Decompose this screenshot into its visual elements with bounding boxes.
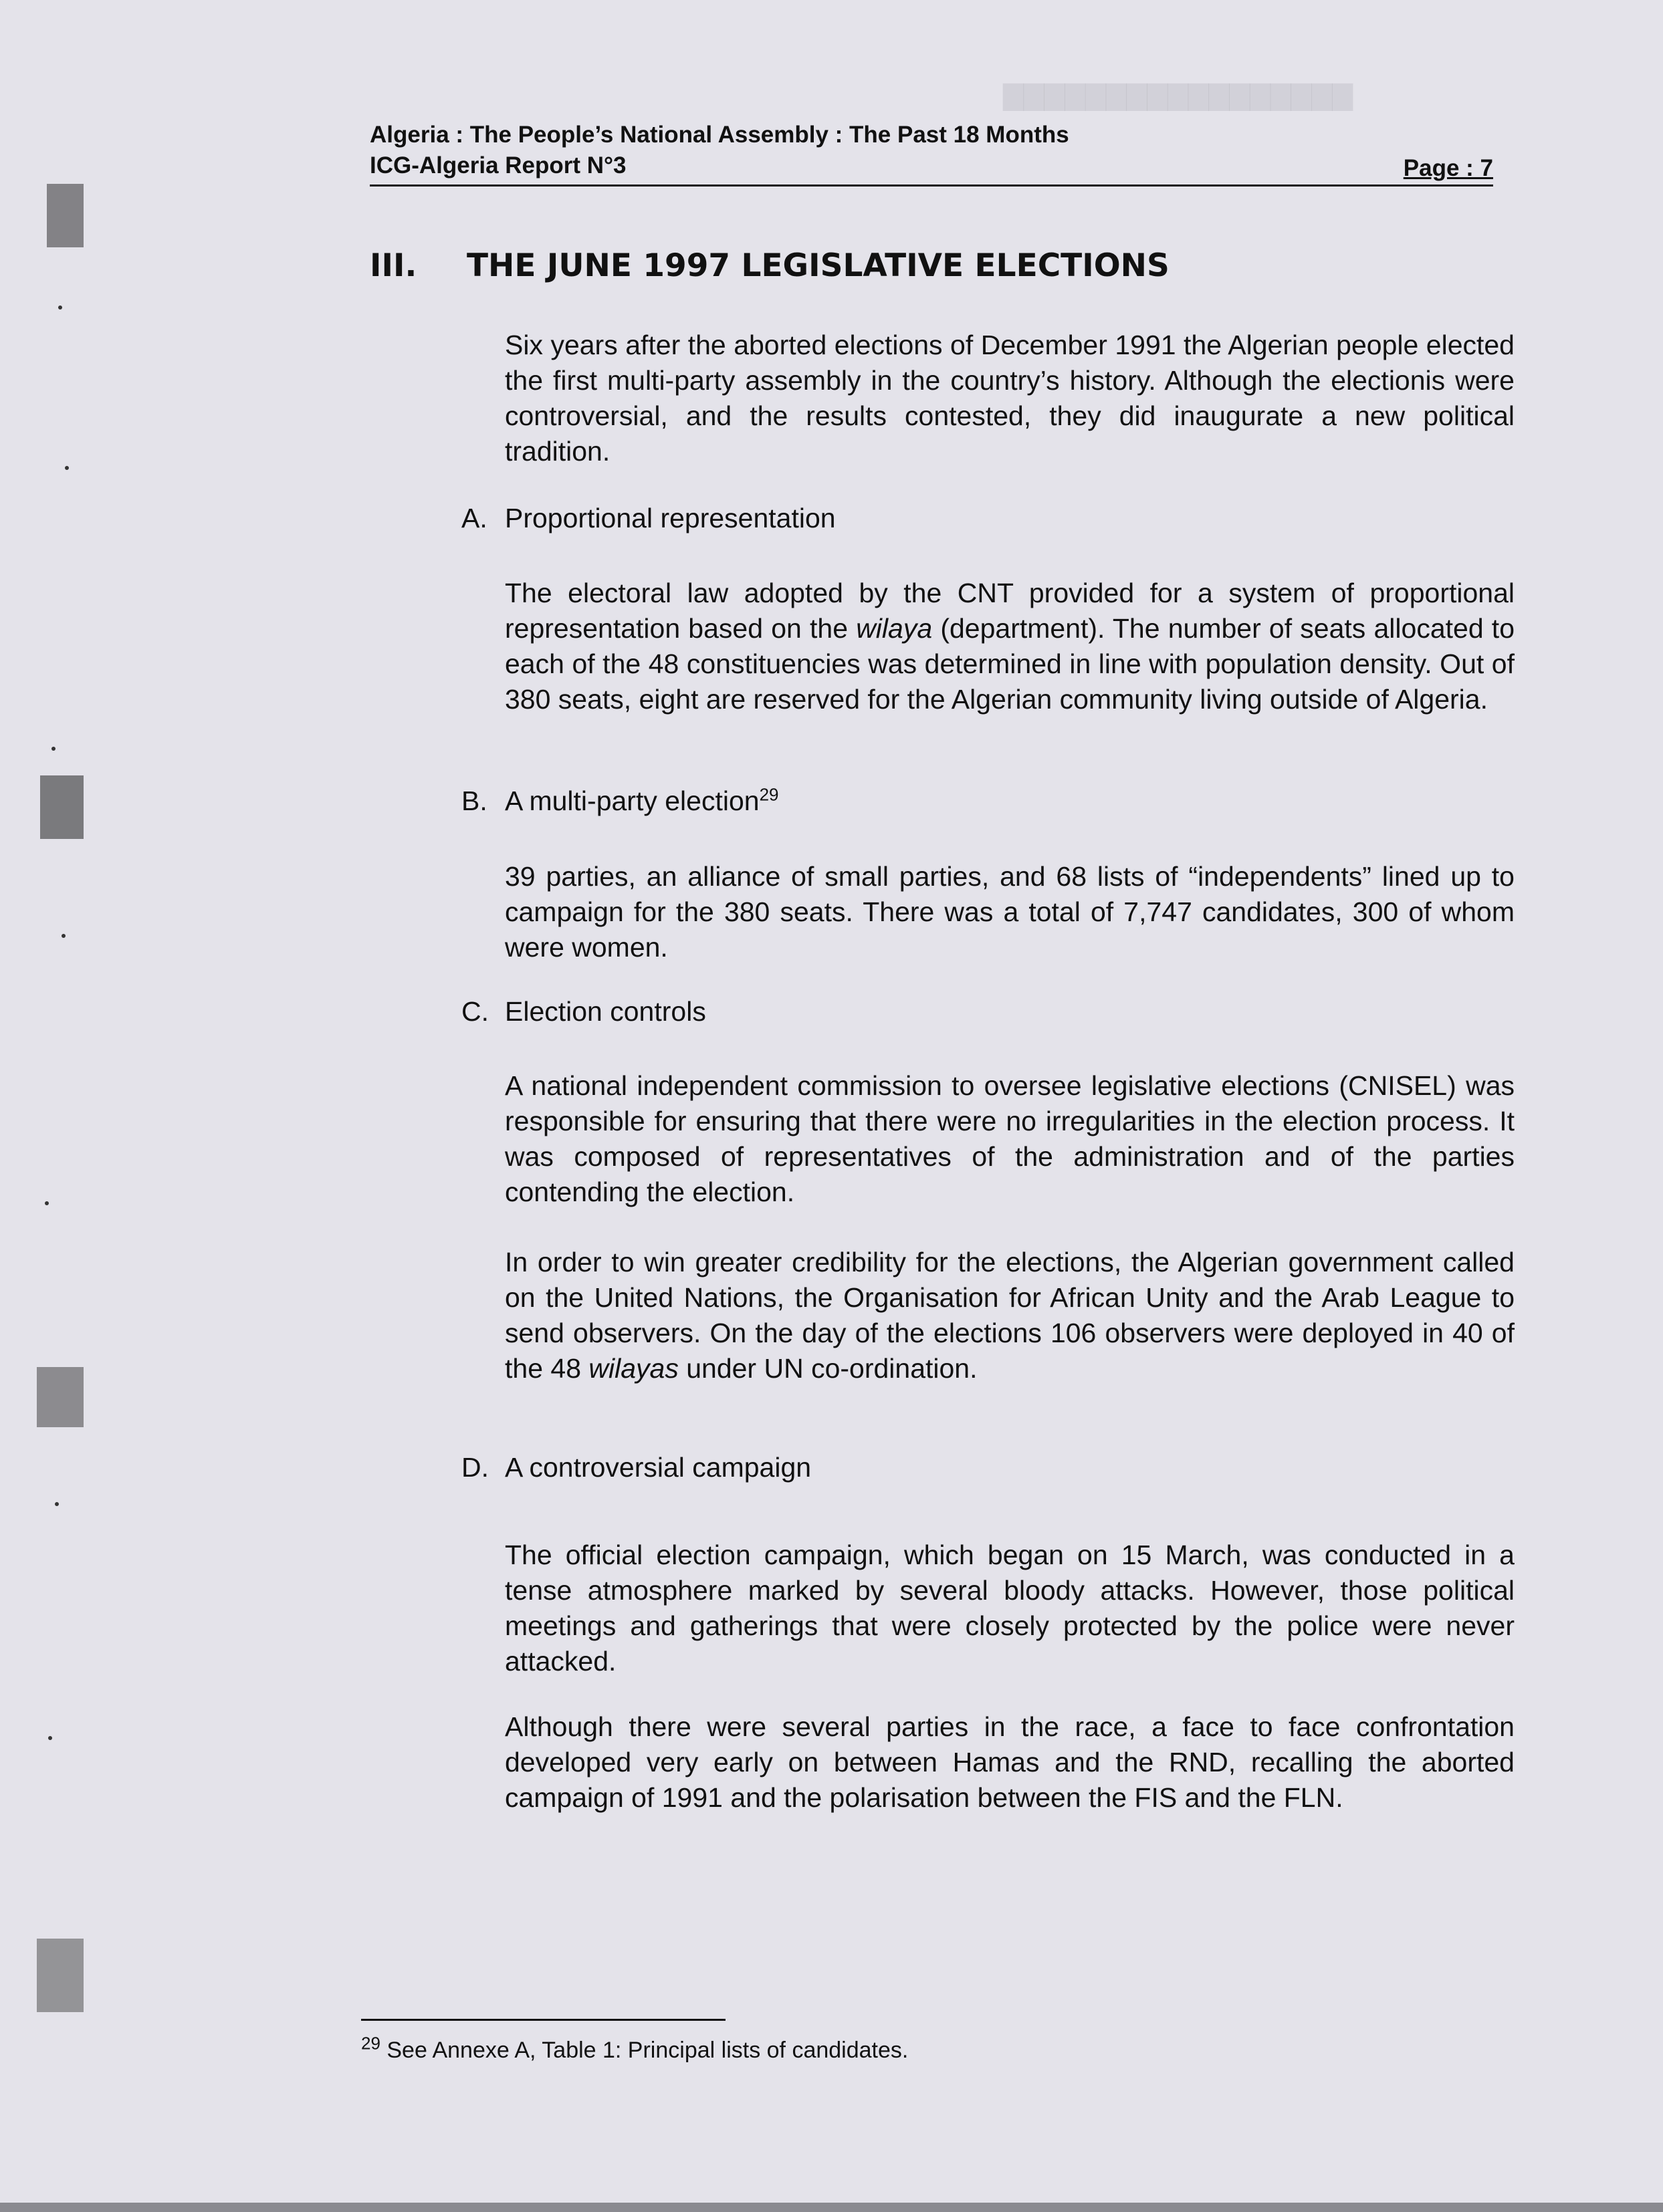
subsection-c-letter: C.	[461, 996, 489, 1027]
subsection-b-title: A multi-party election	[505, 785, 760, 816]
scan-noise	[0, 0, 114, 2212]
text-run: under UN co-ordination.	[678, 1353, 978, 1384]
page-number: Page : 7	[1403, 155, 1493, 181]
subsection-d-letter: D.	[461, 1452, 489, 1483]
text-run: In order to win greater credibility for the elections, the Algerian government called on the United Nations, the Organisation for African Unity and the Arab League to send observers. On the day of the elections 106 observers were deployed in 40 of the 48	[505, 1247, 1515, 1384]
emphasis-wilaya: wilaya	[856, 613, 933, 644]
subsection-b-heading	[461, 785, 778, 817]
subsection-a-title: Proportional representation	[505, 503, 836, 533]
subsection-c-paragraph-2	[505, 1245, 1515, 1386]
footnote-reference[interactable]: 29	[759, 784, 779, 805]
subsection-a-paragraph	[505, 576, 1515, 717]
section-title: THE JUNE 1997 LEGISLATIVE ELECTIONS	[467, 247, 1170, 284]
subsection-d-title: A controversial campaign	[505, 1452, 812, 1483]
section-number: III.	[370, 247, 417, 284]
text-run: (department). The number of seats allocated to each of the 48 constituencies was determined in line with population density. Out of 380 seats, eight are reserved for the Algerian community living outside of Algeria.	[505, 613, 1515, 715]
scan-bottom-edge	[0, 2203, 1663, 2212]
subsection-a-letter: A.	[461, 503, 487, 533]
footnote	[361, 2033, 909, 2064]
footnote-text: See Annexe A, Table 1: Principal lists of candidates.	[386, 2038, 909, 2063]
intro-paragraph: Six years after the aborted elections of December 1991 the Algerian people elected the first multi-party assembly in the country’s history. Although the electionis were controversial, and the results contested, they did inaugurate a new political tradition.	[505, 330, 1515, 467]
subsection-d-paragraph-1: The official election campaign, which began on 15 March, was conducted in a tense atmosphere marked by several bloody attacks. However, those political meetings and gatherings that were closely protected by the police were never attacked.	[505, 1540, 1515, 1677]
header-title: Algeria : The People’s National Assembly : The Past 18 Months	[370, 122, 1069, 148]
subsection-d-heading	[461, 1452, 811, 1483]
footnote-number: 29	[361, 2033, 380, 2054]
header-rule	[370, 185, 1493, 187]
section-heading	[370, 247, 1170, 284]
subsection-b-letter: B.	[461, 785, 487, 816]
subsection-b-paragraph: 39 parties, an alliance of small parties, and 68 lists of “independents” lined up to campaign for the 380 seats. There was a total of 7,747 candidates, 300 of whom were women.	[505, 861, 1515, 963]
subsection-c-title: Election controls	[505, 996, 706, 1027]
footnote-separator	[361, 2019, 726, 2021]
emphasis-wilayas: wilayas	[588, 1353, 679, 1384]
subsection-c-paragraph-1: A national independent commission to oversee legislative elections (CNISEL) was responsible for ensuring that there were no irregularities in the election process. It was composed of representatives of the administration and of the parties contending the election.	[505, 1070, 1515, 1207]
subsection-c-heading	[461, 996, 706, 1027]
subsection-d-paragraph-2: Although there were several parties in the race, a face to face confrontation developed very early on between Hamas and the RND, recalling the aborted campaign of 1991 and the polarisation between the FIS and the FLN.	[505, 1711, 1515, 1813]
text-run: The electoral law adopted by the CNT provided for a system of proportional representation based on the	[505, 578, 1515, 644]
bleed-through-decoration: ▇▇▇▇▇▇▇▇▇▇▇▇▇▇▇▇▇	[1003, 81, 1353, 110]
subsection-a-heading	[461, 503, 836, 534]
header-report-number: ICG-Algeria Report N°3	[370, 152, 627, 178]
